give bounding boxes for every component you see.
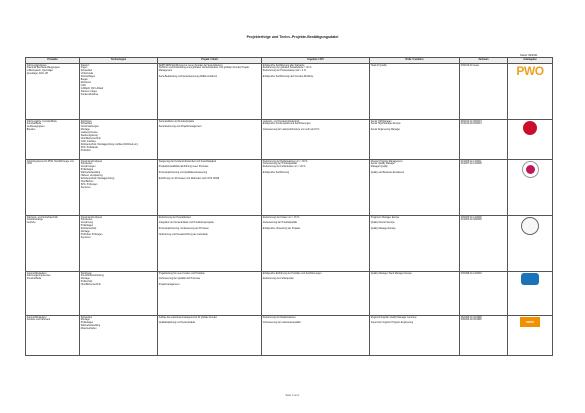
stand-date: Stand: 09/2021: [520, 54, 538, 57]
cell-technologien: Aluminiumdruckguss Schmieden Verzahnung Prüfanlagen Robotertechnik Montage Prüfmittel, Prüfungen Sensoren: [80, 216, 158, 272]
cell-ergebnis: Erfolgreiche Zertifizierung aller Standorte Reduzierung der globalen Zeitaufwände > 30 % Reduzierung der Prozesskosten auf < 2 % Erfolgreiche Zertifizierung nach Kunden-Richtlinie: [262, 64, 370, 120]
projects-table: [25, 57, 553, 356]
cell-rolle: Director Program Management Senior Quality Manager Manager Quality Quality and Business Excellence: [370, 160, 460, 216]
company-logo-blue: [521, 273, 539, 285]
table-row: [26, 120, 553, 160]
cell-projekt: Projektleitung für neue Kunden und Produkte Verbesserung der Qualität und Prozesse Projektmanagement: [158, 272, 262, 316]
cell-projekt: Aufbau des Lieferantenmanagements für globale Kunden Qualitätsplanung und Serienanläufe: [158, 316, 262, 356]
cell-ergebnis: Erfolgreiche Einführung der Produkte und Zertifizierungen Reduzierung der Fehlerquoten: [262, 272, 370, 316]
cell-projekt: Serienanläufe und Kundenprojekte Serienbetreuung und Projektmanagement: [158, 120, 262, 160]
cell-zeitraum: 06/1995 bis 02/1998 08/1993 bis 05/1995: [460, 316, 508, 356]
cell-rolle: Head of Quality: [370, 64, 460, 120]
cell-ergebnis: Reduzierung der Kosten um > 15 % Verbesserung der Produktqualität Erfolgreiche Umsetzung der Projekte: [262, 216, 370, 272]
cell-produkt: Antriebssysteme für PKW, Nutzfahrzeuge und LKW: [26, 160, 80, 216]
company-logo-orange: voxx: [520, 317, 540, 327]
col-header: Technologien: [80, 58, 158, 64]
cell-technologien: Stanzen Fügen Schweißen Umformteile Schraubfügen Biegen Montieren CAD CAMsoft, CNC-Ablauf Stanzen, Fügen Kundenabnahme: [80, 64, 158, 120]
cell-zeitraum: 06/2014 bis 05/2016 01/2012 bis 05/2014: [460, 120, 508, 160]
table-row: [26, 272, 553, 316]
cell-rolle: Regional Supplier Quality Manager Germany Supervisor Supplier Program Engineering: [370, 316, 460, 356]
cell-zeitraum: 03/1998 bis 12/2002: [460, 272, 508, 316]
cell-logo: [508, 216, 553, 272]
table-row: [26, 160, 553, 216]
cell-ergebnis: Lieferant-, und Kundenzufriedenheit Erfolgreiche Kundenaudits und Zertifizierungen Verbesserung der Lieferperformance um mehr als 15 %: [262, 120, 370, 160]
cell-zeitraum: 09/2005 bis 12/2006 01/2003 bis 08/2005: [460, 216, 508, 272]
col-header: Produkte: [26, 58, 80, 64]
cell-produkt: Fahrwerk- und Antriebstechnik Antriebsstränge Getriebe: [26, 216, 80, 272]
col-header: Zeitraum: [460, 58, 508, 64]
cell-rolle: Quality Manager, Werk Manager Europe: [370, 272, 460, 316]
cell-logo: [508, 160, 553, 216]
cell-logo: [508, 316, 553, 356]
col-header: Projekt / Inhalt: [158, 58, 262, 64]
cell-projekt: Reduzierung der Herstellkosten Integration der Serienanläufe und Produktionsprojekte Prozessoptimierung, Verbesserung der Prozesse Optimierung und Neuausrichtung der Lieferkette: [158, 216, 262, 272]
table-row: [26, 64, 553, 120]
cell-rolle: Programm Manager Europe Quality Director Europe Quality Manager Europe: [370, 216, 460, 272]
pwo-logo: PWO: [516, 63, 544, 78]
cell-logo: [508, 64, 553, 120]
cell-technologien: Spritzguss Schweißen Verschraubungen Montage Lackierprozesse Staubentgratung Oberflächentechnik CAD, Interface Robotertechnik, Montageprüfung, Aufbau (Dichtheit etc.) SPC, Prüfstände Prüfmittel: [80, 120, 158, 160]
cell-ergebnis: Reduzierung der Reklamationen um > 30 % Verbesserung der Produktqualität Reduzierung der Fehlerkosten um > 20 % Erfolgreiche Zertifizierung: [262, 160, 370, 216]
col-header: Arbeitgeber: [508, 58, 553, 64]
cell-produkt: Automobilzulieferer Fahrzeugkomponenten Kunststoffteile: [26, 272, 80, 316]
cell-produkt: Fahrzeugstrukturen Kleinteile Blechteile Baugruppen Luftleitsystem, Querträger Querträger, Rohr, ZP: [26, 64, 80, 120]
cell-produkt: Automobilzulieferer Antriebe und Fahrwerk: [26, 316, 80, 356]
cell-technologien: Spritzguss Kunststoffverarbeitung Montage Prüftechnik Oberflächentechnik: [80, 272, 158, 316]
table-row: [26, 216, 553, 272]
cell-zeitraum: 03/2016 bis heute: [460, 64, 508, 120]
company-logo-red: [523, 121, 537, 135]
company-logo-circle: [521, 217, 539, 235]
cell-technologien: Schweißen Montage Prüfanlagen Wärmebehandlung Messmethoden: [80, 316, 158, 356]
cell-zeitraum: 01/2009 bis 12/2011 01/2007 bis 12/2008: [460, 160, 508, 216]
col-header: Rolle / Funktion: [370, 58, 460, 64]
cell-produkt: Fahrzeugsitze, Kunststoffteile Kunststoffteile Gehäusegruppen Blenden: [26, 120, 80, 160]
cell-projekt: Steigerung der Kundenzufriedenheit und Zuverlässigkeit Produktionsstabilität, Einführung neuer Prozesse Prozessoptimierung und Qualitätsverbesserung Einführung von Prozessen und Methoden nach IATF 16949: [158, 160, 262, 216]
cell-logo: [508, 272, 553, 316]
cell-ergebnis: Reduzierung der Reklamationen Verbesserung der Lieferantenqualität: [262, 316, 370, 356]
page-footer: Seite 1 von 1: [285, 394, 300, 397]
table-row: [26, 316, 553, 356]
cell-rolle: Senior QM Manager Senior SQA Manager Europe Senior Engineering Manager: [370, 120, 460, 160]
company-logo-magenta: [522, 161, 539, 178]
cell-technologien: Aluminiumdruckguss Schmieden Verzahnungen Prüfanlagen Wärmebehandlung Härterei, Zerspanung Robotertechnik, Montageprüfung Oberflächen SPC, Prüfungen Sensoren: [80, 160, 158, 216]
document-title: Projekterfolge und Techn.-Projekte-Bestätigungsdatei: [246, 35, 339, 39]
cell-projekt: SEPP SEPP-Einführung zur neuen Kunden der Serienplanung Definition und Entwicklung eines globalen Vertriebswerkes zum globalen Kunden Projekt-Management Serie-Bearbeitung und Serienbetreuung FMEA-Verfahren: [158, 64, 262, 120]
cell-logo: [508, 120, 553, 160]
col-header: Ergebnis / KPI: [262, 58, 370, 64]
